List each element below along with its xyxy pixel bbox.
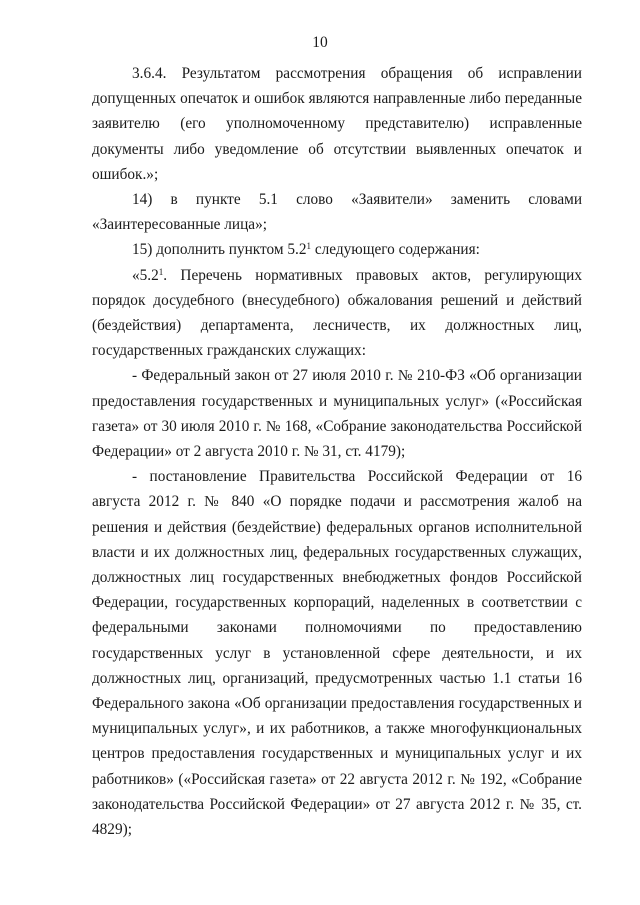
paragraph-5-2-1-lead: «5.2 xyxy=(132,266,159,284)
paragraph-federal-law-210: - Федеральный закон от 27 июля 2010 г. № 210-ФЗ «Об организации предоставления государственных и муниципальных услуг» («Российская газета» от 30 июля 2010 г. № 168, «Собрание законодательства Российской Федерации» от 2 августа 2010 г. № 31, ст. 4179); xyxy=(92,367,582,461)
superscript-index: 1 xyxy=(306,241,311,252)
paragraph-government-decree-840: - постановление Правительства Российской Федерации от 16 августа 2012 г. № 840 «О порядке подачи и рассмотрения жалоб на решения и действия (бездействие) федеральных органов исполнительной власти и их должностных лиц, федеральных государственных служащих, должностных лиц государственных внебюджетных фондов Российской Федерации, государственных корпораций, наделенных в соответствии с федеральными законами полномочиями по предоставлению государственных услуг в установленной сфере деятельности, и их должностных лиц, организаций, предусмотренных частью 1.1 статьи 16 Федерального закона «Об организации предоставления государственных и муниципальных услуг», и их работников, а также многофункциональных центров предоставления государственных и муниципальных услуг и их работников» («Российская газета» от 22 августа 2012 г. № 192, «Собрание законодательства Российской Федерации» от 27 августа 2012 г. № 35, ст. 4829); xyxy=(92,468,582,839)
page-number: 10 xyxy=(312,34,328,51)
paragraph-item-15-lead: 15) дополнить пунктом 5.2 xyxy=(132,241,307,259)
paragraph-item-14: 14) в пункте 5.1 слово «Заявители» заменить словами «Заинтересованные лица»; xyxy=(92,191,582,234)
superscript-index: 1 xyxy=(158,266,164,277)
paragraph-5-2-1-heading xyxy=(92,263,582,364)
paragraph-item-15-tail: следующего содержания: xyxy=(311,241,480,259)
paragraph-5-2-1-tail: . Перечень нормативных правовых актов, регулирующих порядок досудебного (внесудебного) обжалования решений и действий (бездействия) департамента, лесничеств, их должностных лиц, государственных гражданских служащих: xyxy=(92,266,582,360)
paragraph-item-15 xyxy=(92,237,582,262)
document-body xyxy=(92,61,582,842)
paragraph-3-6-4-result: 3.6.4. Результатом рассмотрения обращения об исправлении допущенных опечаток и ошибок являются направленные либо переданные заявителю (его уполномоченному представителю) исправленные документы либо уведомление об отсутствии выявленных опечаток и ошибок.»; xyxy=(92,65,582,183)
